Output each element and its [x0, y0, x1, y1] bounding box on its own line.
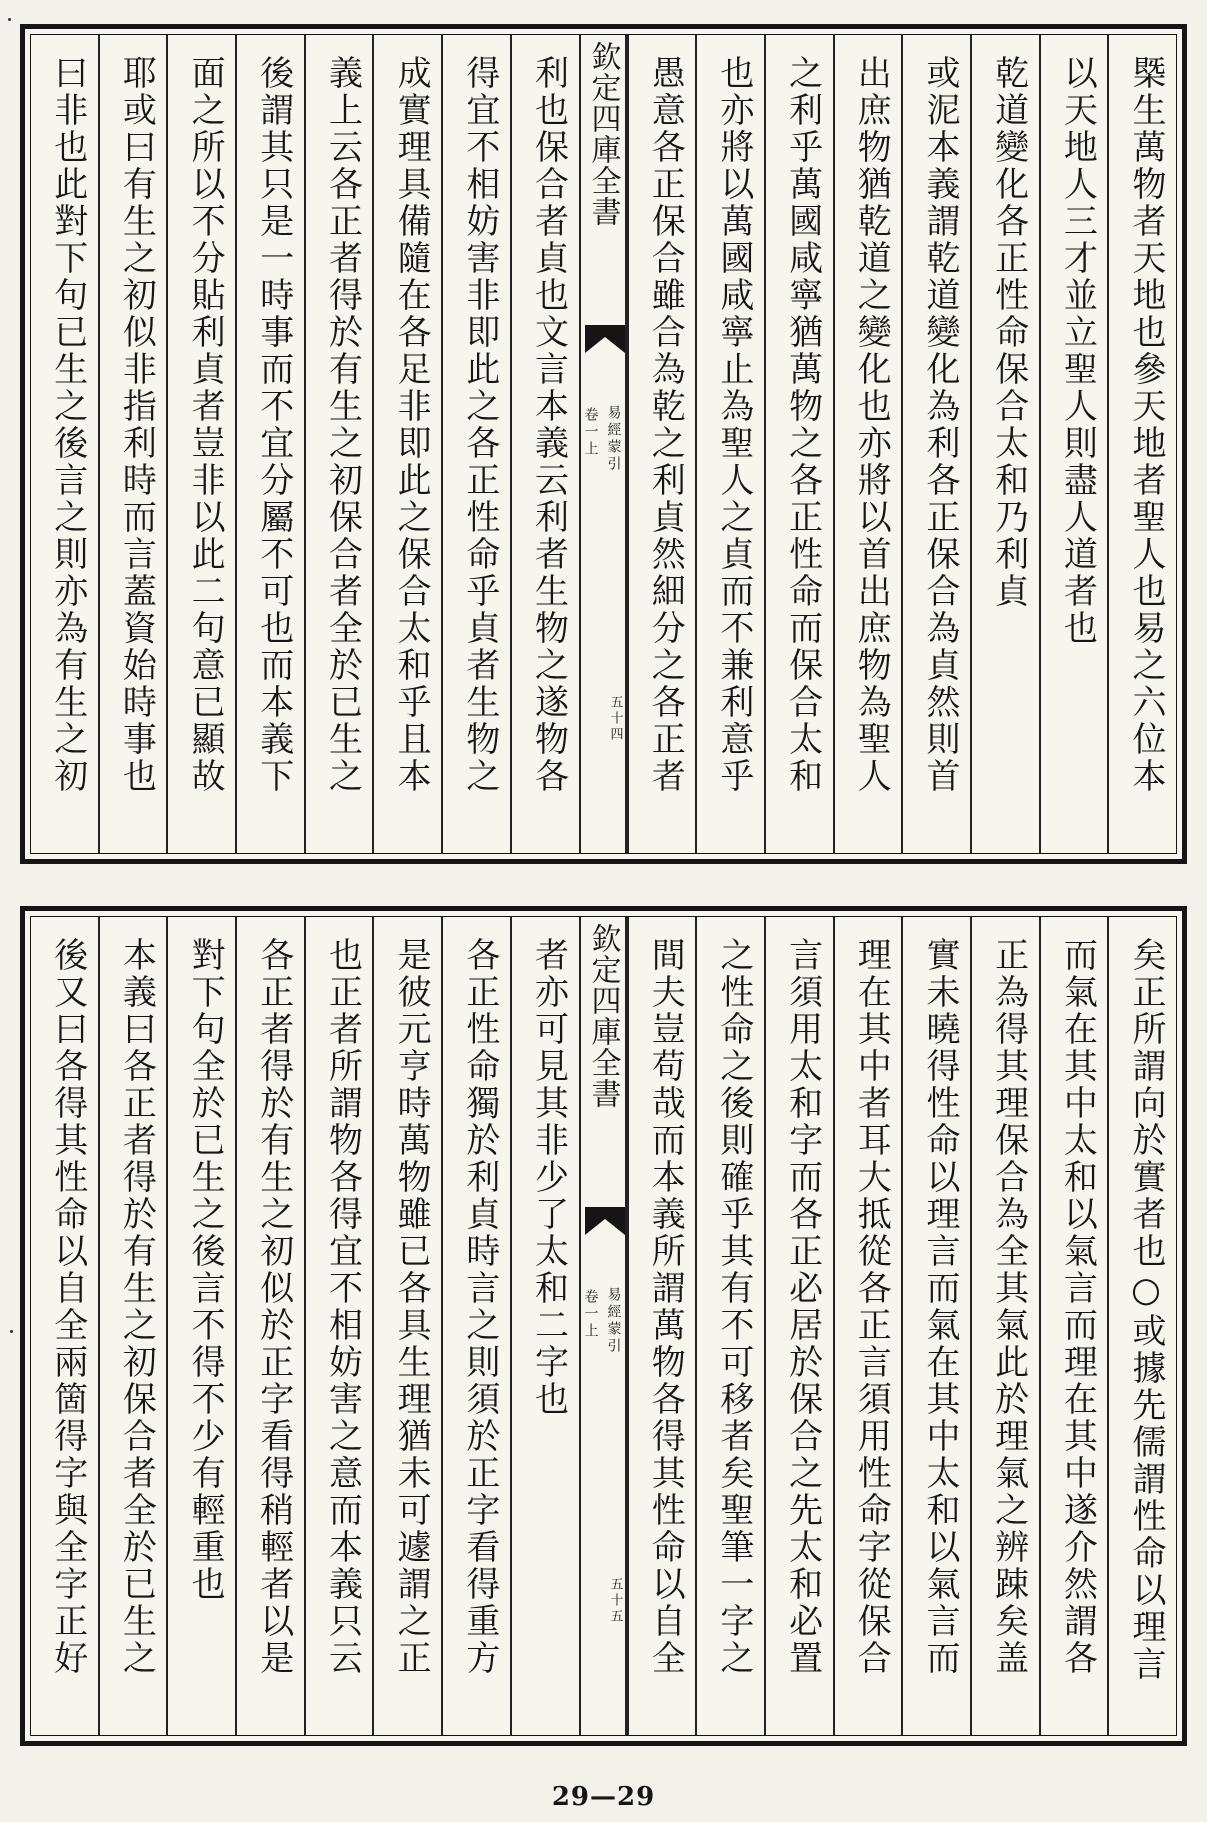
text-column: 之性命之後則確乎其有不可移者矣聖筆一字之 [695, 917, 764, 1735]
page-number: 29—29 [551, 1782, 656, 1812]
fish-tail-mark-icon [585, 1207, 625, 1235]
fold-title: 欽定四庫全書 [585, 923, 621, 1109]
text-column: 槩生萬物者天地也參天地者聖人也易之六位本 [1107, 35, 1176, 853]
text-column: 後又曰各得其性命以自全兩箇得字與全字正好 [47, 937, 88, 1677]
text-column: 義上云各正者得於有生之初保合者全於已生之 [304, 35, 373, 853]
fold-folio-number: 五十四 [607, 695, 623, 743]
text-column: 之利乎萬國咸寧猶萬物之各正性命而保合太和 [764, 35, 833, 853]
text-column: 言須用太和字而各正必居於保合之先太和必置 [764, 917, 833, 1735]
text-column: 以天地人三才並立聖人則盡人道者也 [1039, 35, 1108, 853]
text-column: 正為得其理保合為全其氣此於理氣之辨踈矣盖 [970, 917, 1039, 1735]
text-column: 實未曉得性命以理言而氣在其中太和以氣言而 [901, 917, 970, 1735]
top-page [20, 24, 1187, 864]
text-column: 者亦可見其非少了太和二字也 [510, 917, 579, 1735]
bottom-text-columns [31, 917, 1176, 1735]
text-column: 出庶物猶乾道之變化也亦將以首出庶物為聖人 [833, 35, 902, 853]
text-column: 矣正所謂向於實者也○或據先儒謂性命以理言 [1107, 917, 1176, 1735]
text-column: 後謂其只是一時事而不宜分屬不可也而本義下 [235, 35, 304, 853]
text-column: 愚意各正保合雖合為乾之利貞然細分之各正者 [627, 35, 696, 853]
center-fold-column [579, 917, 627, 1735]
text-column: 各正性命獨於利貞時言之則須於正字看得重方 [441, 917, 510, 1735]
scan-speck [8, 18, 11, 21]
text-column: 間夫豈苟哉而本義所謂萬物各得其性命以自全 [627, 917, 696, 1735]
fold-book-name: 易經蒙引 [605, 1287, 622, 1355]
fold-title: 欽定四庫全書 [585, 41, 621, 227]
text-column: 各正者得於有生之初似於正字看得稍輕者以是 [235, 917, 304, 1735]
fold-folio-number: 五十五 [607, 1577, 623, 1625]
text-column: 是彼元亨時萬物雖已各具生理猶未可遽謂之正 [372, 917, 441, 1735]
text-column: 曰非也此對下句已生之後言之則亦為有生之初 [47, 55, 88, 795]
fold-juan: 卷一上 [582, 1289, 599, 1340]
fold-juan: 卷一上 [582, 407, 599, 458]
text-column: 得宜不相妨害非即此之各正性命乎貞者生物之 [441, 35, 510, 853]
text-column: 成實理具備隨在各足非即此之保合太和乎且本 [372, 35, 441, 853]
text-column: 理在其中者耳大抵從各正言須用性命字從保合 [833, 917, 902, 1735]
text-column: 乾道變化各正性命保合太和乃利貞 [970, 35, 1039, 853]
text-column: 面之所以不分貼利貞者豈非以此二句意已顯故 [166, 35, 235, 853]
fish-tail-mark-icon [585, 325, 625, 353]
text-column: 或泥本義謂乾道變化為利各正保合為貞然則首 [901, 35, 970, 853]
text-column: 本義曰各正者得於有生之初保合者全於已生之 [98, 917, 167, 1735]
scan-speck [10, 1330, 13, 1333]
top-text-columns [31, 35, 1176, 853]
text-column: 也正者所謂物各得宜不相妨害之意而本義只云 [304, 917, 373, 1735]
bottom-page [20, 906, 1187, 1746]
text-column: 對下句全於已生之後言不得不少有輕重也 [166, 917, 235, 1735]
text-column: 耶或曰有生之初似非指利時而言蓋資始時事也 [98, 35, 167, 853]
text-column: 而氣在其中太和以氣言而理在其中遂介然謂各 [1039, 917, 1108, 1735]
fold-book-name: 易經蒙引 [605, 405, 622, 473]
text-column: 也亦將以萬國咸寧止為聖人之貞而不兼利意乎 [695, 35, 764, 853]
text-column: 利也保合者貞也文言本義云利者生物之遂物各 [510, 35, 579, 853]
center-fold-column [579, 35, 627, 853]
